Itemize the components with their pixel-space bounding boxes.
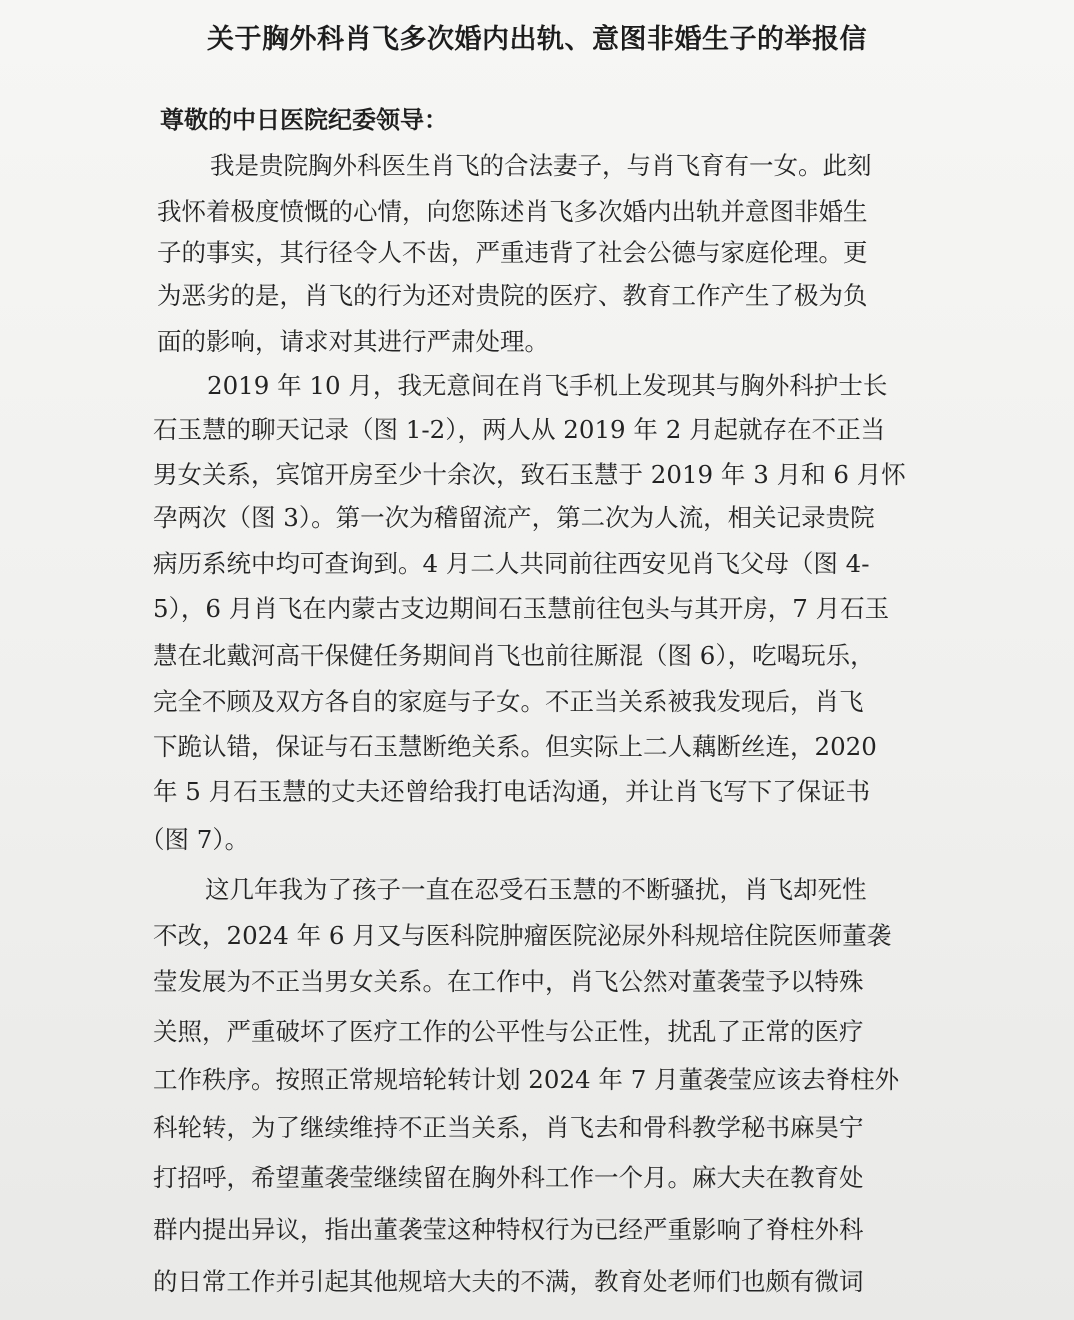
body-line: 群内提出异议，指出董袭莹这种特权行为已经严重影响了脊柱外科 xyxy=(153,1215,864,1244)
letter-salutation: 尊敬的中日医院纪委领导： xyxy=(160,105,448,134)
body-line: 慧在北戴河高干保健任务期间肖飞也前往厮混（图 6），吃喝玩乐， xyxy=(153,641,875,670)
body-line: 莹发展为不正当男女关系。在工作中，肖飞公然对董袭莹予以特殊 xyxy=(153,967,864,996)
body-line: 面的影响，请求对其进行严肃处理。 xyxy=(157,327,549,356)
body-line: 的日常工作并引起其他规培大夫的不满，教育处老师们也颇有微词 xyxy=(153,1267,864,1296)
body-line: 孕两次（图 3）。第一次为稽留流产，第二次为人流，相关记录贵院 xyxy=(153,503,875,532)
body-line: 科轮转，为了继续维持不正当关系，肖飞去和骨科教学秘书麻昊宁 xyxy=(153,1113,864,1142)
body-line: 子的事实，其行径令人不齿，严重违背了社会公德与家庭伦理。更 xyxy=(157,238,868,267)
body-line: 完全不顾及双方各自的家庭与子女。不正当关系被我发现后，肖飞 xyxy=(153,687,864,716)
body-line: （图 7）。 xyxy=(140,825,250,854)
body-line: 5），6 月肖飞在内蒙古支边期间石玉慧前往包头与其开房，7 月石玉 xyxy=(153,594,890,623)
letter-title: 关于胸外科肖飞多次婚内出轨、意图非婚生子的举报信 xyxy=(207,24,867,55)
body-line: 下跪认错，保证与石玉慧断绝关系。但实际上二人藕断丝连，2020 xyxy=(153,732,877,761)
body-line: 不改，2024 年 6 月又与医科院肿瘤医院泌尿外科规培住院医师董袭 xyxy=(153,921,892,950)
body-line: 男女关系，宾馆开房至少十余次，致石玉慧于 2019 年 3 月和 6 月怀 xyxy=(153,460,906,489)
body-line: 我怀着极度愤慨的心情，向您陈述肖飞多次婚内出轨并意图非婚生 xyxy=(157,197,868,226)
body-line: 关照，严重破坏了医疗工作的公平性与公正性，扰乱了正常的医疗 xyxy=(153,1017,864,1046)
body-line: 打招呼，希望董袭莹继续留在胸外科工作一个月。麻大夫在教育处 xyxy=(153,1163,864,1192)
body-line: 石玉慧的聊天记录（图 1-2），两人从 2019 年 2 月起就存在不正当 xyxy=(153,415,886,444)
body-line: 我是贵院胸外科医生肖飞的合法妻子，与肖飞育有一女。此刻 xyxy=(210,151,872,180)
body-line: 这几年我为了孩子一直在忍受石玉慧的不断骚扰，肖飞却死性 xyxy=(205,875,867,904)
body-line: 年 5 月石玉慧的丈夫还曾给我打电话沟通，并让肖飞写下了保证书 xyxy=(153,777,871,806)
body-line: 为恶劣的是，肖飞的行为还对贵院的医疗、教育工作产生了极为负 xyxy=(157,281,868,310)
body-line: 工作秩序。按照正常规培轮转计划 2024 年 7 月董袭莹应该去脊柱外 xyxy=(153,1065,900,1094)
body-line: 2019 年 10 月，我无意间在肖飞手机上发现其与胸外科护士长 xyxy=(207,371,888,400)
body-line: 病历系统中均可查询到。4 月二人共同前往西安见肖飞父母（图 4- xyxy=(153,549,870,578)
